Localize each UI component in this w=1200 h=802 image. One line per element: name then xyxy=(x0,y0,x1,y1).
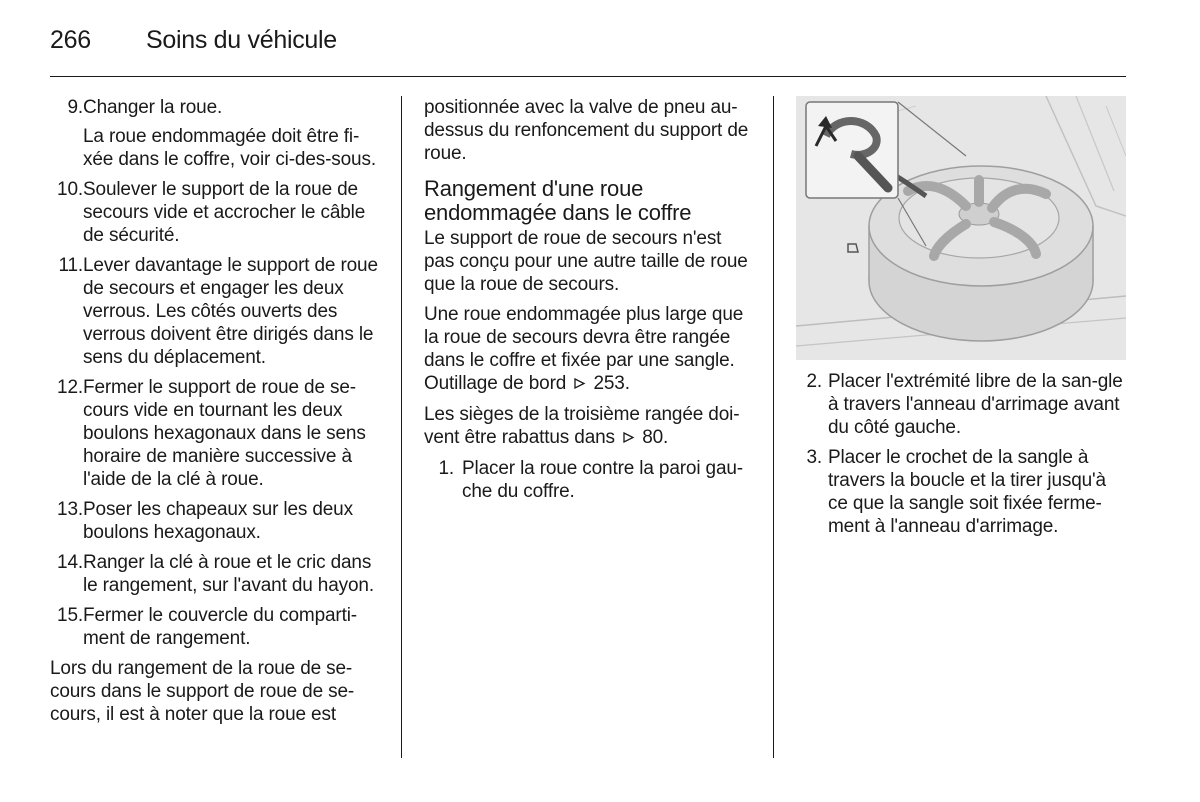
step-text: Fermer le support de roue de se-cours vide en tournant les deux boulons hexagonaux dans le sens horaire de manière successive à l'aide de la clé à roue. xyxy=(83,377,366,490)
page-title: Soins du véhicule xyxy=(146,26,337,54)
paragraph-text: Une roue endommagée plus large que la roue de secours devra être rangée dans le coffre et fixée par une sangle. Outillage de bord xyxy=(424,304,744,394)
body-paragraph xyxy=(424,403,756,450)
column-divider xyxy=(773,96,774,758)
list-item xyxy=(50,376,382,491)
step-number: 15. xyxy=(57,605,83,626)
tire-icon xyxy=(869,166,1093,341)
arrow-reference-icon xyxy=(573,373,586,396)
list-item xyxy=(50,498,382,544)
list-item xyxy=(50,178,382,247)
column-divider xyxy=(401,96,402,758)
body-paragraph: Le support de roue de secours n'est pas conçu pour une autre taille de roue que la roue de secours. xyxy=(424,228,748,295)
step-text: Fermer le couvercle du comparti-ment de rangement. xyxy=(83,605,357,649)
step-number: 3. xyxy=(806,447,822,468)
step-text: Soulever le support de la roue de secours vide et accrocher le câble de sécurité. xyxy=(83,179,366,246)
step-number: 9. xyxy=(67,97,83,118)
step-text: Ranger la clé à roue et le cric dans le rangement, sur l'avant du hayon. xyxy=(83,552,374,596)
step-text: Placer la roue contre la paroi gau-che du coffre. xyxy=(462,458,743,502)
page-number: 266 xyxy=(50,26,91,54)
column-right xyxy=(806,370,1126,545)
body-paragraph xyxy=(424,303,756,396)
list-item xyxy=(50,604,382,650)
continued-paragraph: positionnée avec la valve de pneu au-dessus du renfoncement du support de roue. xyxy=(424,97,749,164)
section-heading: Rangement d'une roue endommagée dans le coffre xyxy=(424,176,692,225)
list-item xyxy=(424,457,756,503)
step-number: 14. xyxy=(57,552,83,573)
step-number: 13. xyxy=(57,499,83,520)
list-item xyxy=(806,370,1126,439)
paragraph-text: Les sièges de la troisième rangée doi-vent être rabattus dans xyxy=(424,404,740,448)
step-text: Lever davantage le support de roue de secours et engager les deux verrous. Les côtés ouverts des verrous doivent être dirigés dans le sens du déplacement. xyxy=(83,255,378,368)
column-middle xyxy=(424,96,756,510)
step-text: Placer le crochet de la sangle à travers la boucle et la tirer jusqu'à ce que la sangle soit fixée ferme-ment à l'anneau d'arrimage. xyxy=(828,447,1106,537)
spare-wheel-illustration xyxy=(796,96,1126,360)
step-text: Placer l'extrémité libre de la san-gle à travers l'anneau d'arrimage avant du côté gauche. xyxy=(828,371,1123,438)
step-subtext: La roue endommagée doit être fi-xée dans le coffre, voir ci-des-sous. xyxy=(83,126,376,170)
body-paragraph: Lors du rangement de la roue de se-cours dans le support de roue de se-cours, il est à noter que la roue est xyxy=(50,658,355,725)
page-header xyxy=(50,26,1126,77)
step-number: 10. xyxy=(57,179,83,200)
column-left xyxy=(50,96,382,733)
list-item xyxy=(50,254,382,369)
step-text: Poser les chapeaux sur les deux boulons hexagonaux. xyxy=(83,499,353,543)
list-item xyxy=(50,551,382,597)
step-number: 1. xyxy=(438,458,454,479)
step-number: 11. xyxy=(58,255,83,276)
step-number: 2. xyxy=(806,371,822,392)
page-reference[interactable]: 80. xyxy=(642,427,669,448)
step-number: 12. xyxy=(57,377,83,398)
page-reference[interactable]: 253. xyxy=(593,373,630,394)
arrow-reference-icon xyxy=(622,427,635,450)
list-item xyxy=(806,446,1126,538)
list-item xyxy=(50,96,382,171)
step-text: Changer la roue. xyxy=(83,97,223,118)
